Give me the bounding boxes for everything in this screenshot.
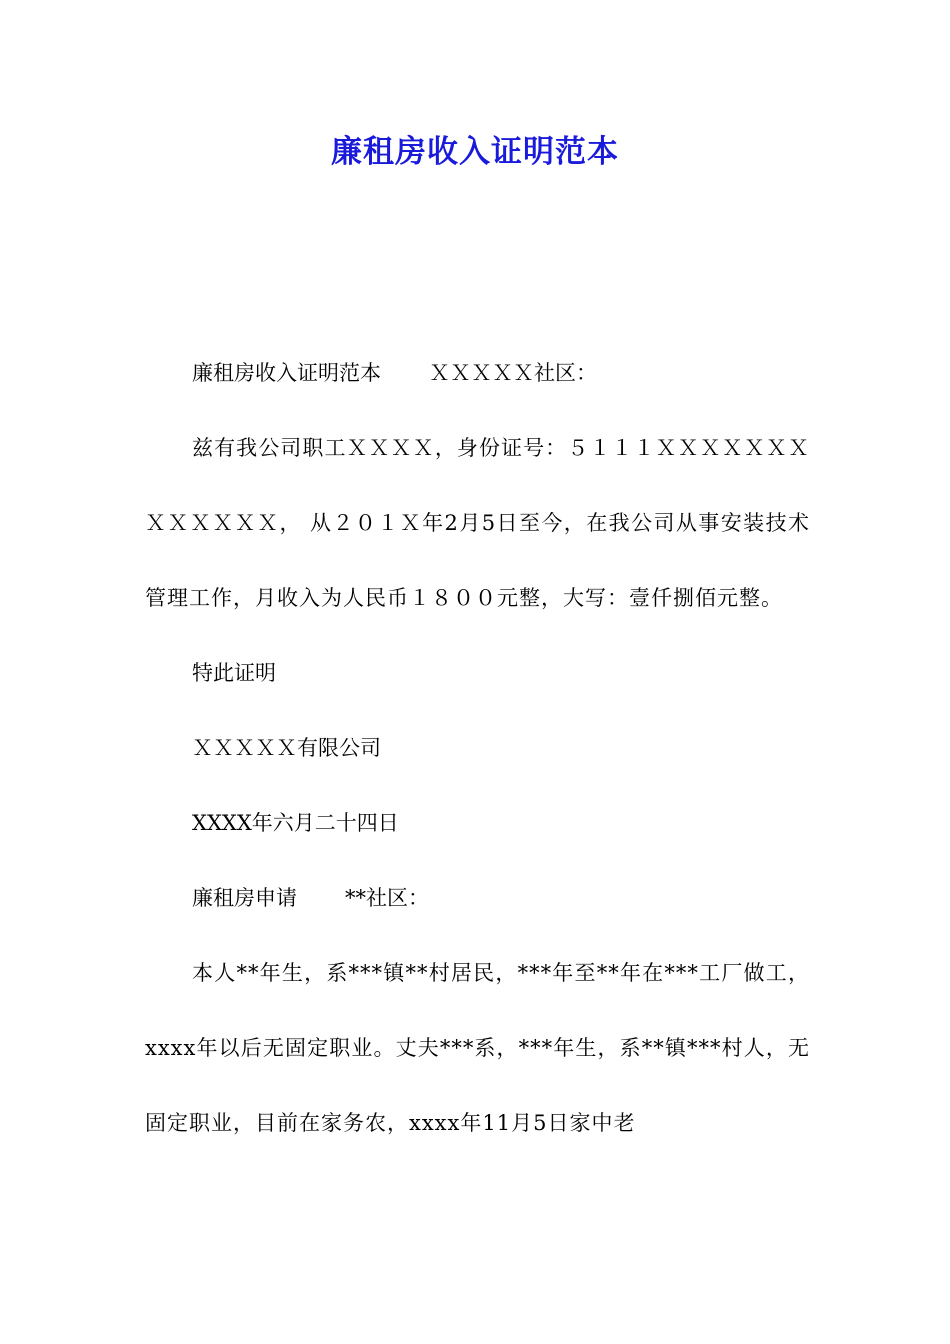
addressee-line-2: [145, 861, 810, 936]
addressee-text: **社区：: [345, 886, 429, 910]
addressee-text: ＸＸＸＸＸ社区：: [429, 361, 597, 385]
closing-statement: 特此证明: [192, 661, 276, 685]
heading-text: 廉租房收入证明范本: [192, 361, 381, 385]
heading-text: 廉租房申请: [192, 886, 297, 910]
document-date: XXXX年六月二十四日: [192, 811, 399, 835]
certification-paragraph: 兹有我公司职工ＸＸＸＸ，身份证号：５１１１ＸＸＸＸＸＸＸＸＸＸＸＸＸ， 从２０１Ｘ年2月5日至今，在我公司从事安装技术管理工作，月收入为人民币１８００元整，大写：壹仟捌佰元整。: [145, 436, 810, 610]
addressee-line-1: [145, 336, 810, 411]
application-paragraph: 本人**年生，系***镇**村居民，***年至**年在***工厂做工，xxxx年以后无固定职业。丈夫***系，***年生，系**镇***村人，无固定职业，目前在家务农，xxxx年11月5日家中老: [145, 961, 810, 1135]
document-title: 廉租房收入证明范本: [331, 134, 619, 170]
document-body: [145, 336, 810, 1161]
company-signature: ＸＸＸＸＸ有限公司: [192, 736, 381, 760]
